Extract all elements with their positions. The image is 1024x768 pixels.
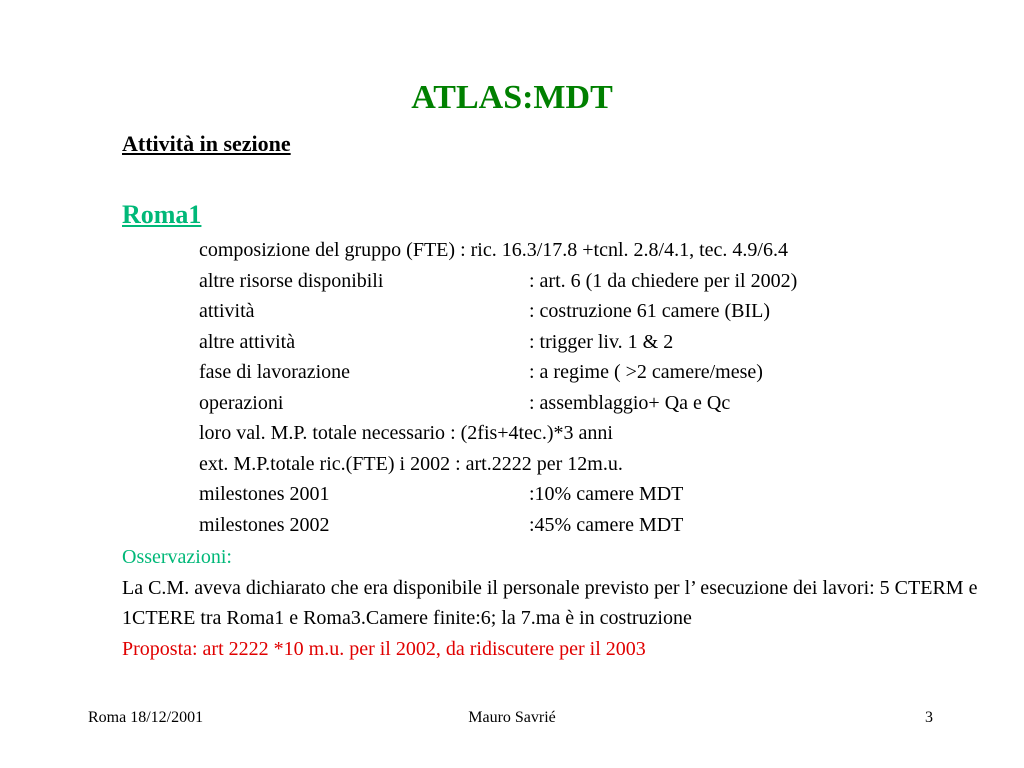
info-row-value: : ric. 16.3/17.8 +tcnl. 2.8/4.1, tec. 4.9/6.4 bbox=[455, 239, 788, 261]
info-row-value: :10% camere MDT bbox=[529, 483, 684, 505]
info-row-label: milestones 2001 bbox=[199, 483, 330, 505]
info-row-resources bbox=[199, 266, 798, 297]
observations-text: La C.M. aveva dichiarato che era disponibile il personale previsto per l’ esecuzione dei lavori: 5 CTERM e 1CTERE tra Roma1 e Roma3.Camere finite:6; la 7.ma è in costruzione bbox=[122, 576, 978, 629]
info-row-value: : (2fis+4tec.)*3 anni bbox=[445, 422, 613, 444]
info-row-milestones-2002 bbox=[199, 510, 788, 541]
info-row-value: : trigger liv. 1 & 2 bbox=[529, 330, 674, 353]
info-row-value: : art.2222 per 12m.u. bbox=[450, 452, 623, 475]
group-heading-roma1: Roma1 bbox=[122, 200, 202, 229]
info-row-label: composizione del gruppo (FTE) bbox=[199, 239, 456, 261]
info-row-activity bbox=[199, 296, 788, 327]
info-row-label: altre attività bbox=[199, 330, 296, 353]
info-row-milestones-2001 bbox=[199, 479, 788, 510]
info-row-label: operazioni bbox=[199, 391, 284, 414]
info-row-phase bbox=[199, 357, 788, 388]
observations-heading: Osservazioni: bbox=[122, 546, 232, 568]
info-row-ext-manpower bbox=[199, 449, 788, 480]
slide-title: ATLAS:MDT bbox=[411, 79, 613, 116]
info-row-value: : assemblaggio+ Qa e Qc bbox=[529, 391, 731, 414]
info-row-value: : a regime ( >2 camere/mese) bbox=[529, 361, 763, 383]
info-row-label: milestones 2002 bbox=[199, 513, 330, 536]
info-table bbox=[199, 235, 798, 540]
info-row-label: ext. M.P.totale ric.(FTE) i 2002 bbox=[199, 452, 451, 475]
info-row-value: : art. 6 (1 da chiedere per il 2002) bbox=[529, 269, 798, 292]
info-row-value: :45% camere MDT bbox=[529, 513, 684, 536]
info-row-other-activity bbox=[199, 327, 788, 358]
info-row-label: attività bbox=[199, 300, 255, 322]
info-row-manpower bbox=[199, 418, 788, 449]
footer-page-number: 3 bbox=[925, 709, 933, 726]
info-row-label: altre risorse disponibili bbox=[199, 269, 384, 292]
info-row-composition bbox=[199, 235, 788, 266]
info-row-operations bbox=[199, 388, 788, 419]
proposal-text: Proposta: art 2222 *10 m.u. per il 2002, da ridiscutere per il 2003 bbox=[122, 637, 646, 660]
observations-block bbox=[122, 542, 982, 664]
info-row-label: loro val. M.P. totale necessario bbox=[199, 422, 446, 444]
footer-date: Roma 18/12/2001 bbox=[88, 709, 204, 726]
info-row-value: : costruzione 61 camere (BIL) bbox=[529, 300, 771, 322]
section-heading: Attività in sezione bbox=[122, 131, 291, 156]
info-row-label: fase di lavorazione bbox=[199, 361, 351, 383]
footer-author: Mauro Savrié bbox=[468, 709, 556, 726]
